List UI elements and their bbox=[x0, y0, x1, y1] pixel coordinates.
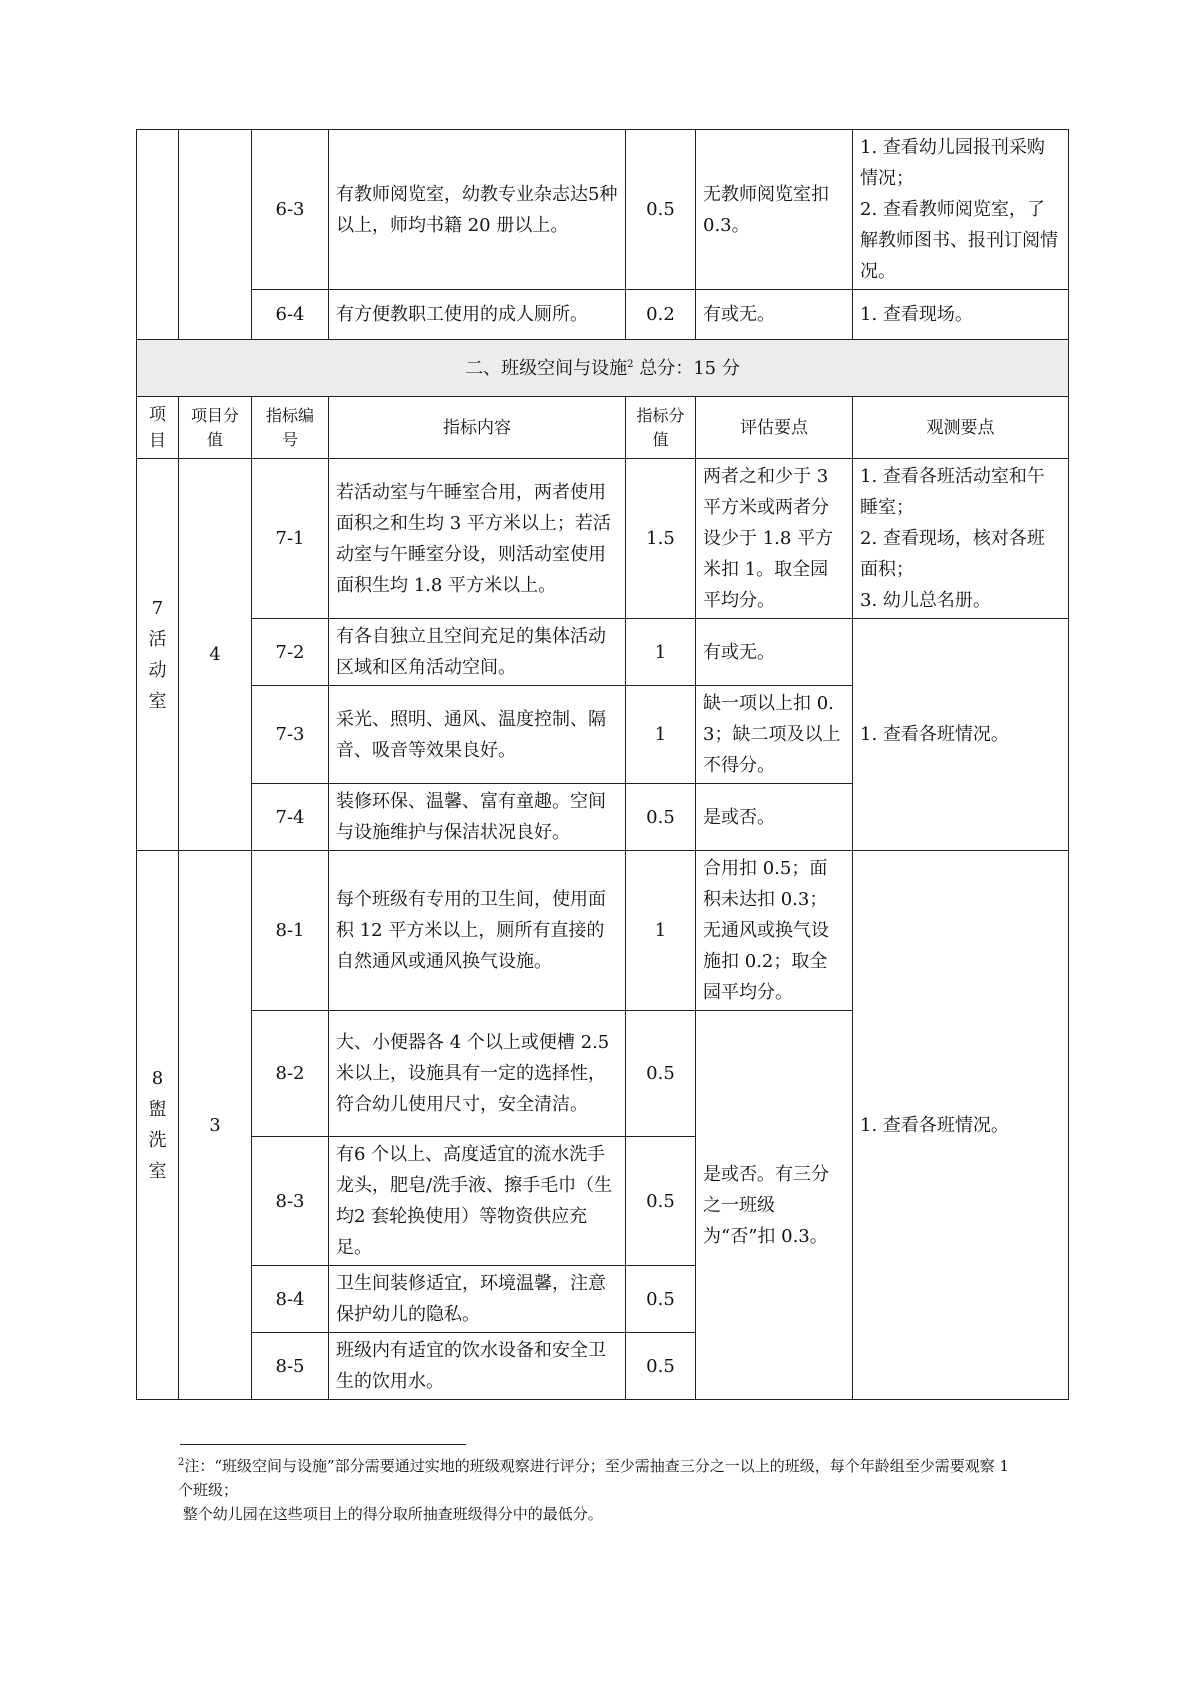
header-content: 指标内容 bbox=[329, 397, 626, 459]
footnote bbox=[178, 1451, 1018, 1526]
footnote-line-2 bbox=[178, 1502, 1018, 1526]
index-score: 1 bbox=[626, 686, 696, 784]
index-content: 装修环保、温馨、富有童趣。空间与设施维护与保洁状况良好。 bbox=[329, 784, 626, 851]
header-eval: 评估要点 bbox=[696, 397, 853, 459]
index-code: 6-3 bbox=[252, 130, 329, 290]
observe-line: 3. 幼儿总名册。 bbox=[860, 590, 991, 611]
eval-point: 有或无。 bbox=[696, 290, 853, 340]
observe-point: 1. 查看各班情况。 bbox=[853, 619, 1069, 851]
project-score-cell-empty bbox=[179, 130, 252, 340]
index-code: 7-4 bbox=[252, 784, 329, 851]
project-cell-empty bbox=[137, 130, 179, 340]
index-score: 1.5 bbox=[626, 459, 696, 619]
footnote-text: 整个幼儿园在这些项目上的得分取所抽查班级得分中的最低分。 bbox=[182, 1505, 603, 1523]
index-code: 7-1 bbox=[252, 459, 329, 619]
eval-point: 是或否。有三分之一班级为“否”扣 0.3。 bbox=[696, 1011, 853, 1400]
section-row bbox=[137, 340, 1069, 397]
index-content: 有6 个以上、高度适宜的流水洗手龙头，肥皂/洗手液、擦手毛巾（生均2 套轮换使用）等物资供应充足。 bbox=[329, 1137, 626, 1266]
section-total: 总分：15 分 bbox=[639, 357, 740, 379]
index-content: 每个班级有专用的卫生间，使用面积 12 平方米以上，厕所有直接的自然通风或通风换气设施。 bbox=[329, 851, 626, 1011]
observe-line: 2. 查看现场，核对各班面积； bbox=[860, 528, 1045, 580]
header-project-score: 项目分值 bbox=[179, 397, 252, 459]
eval-point: 是或否。 bbox=[696, 784, 853, 851]
index-score: 0.5 bbox=[626, 1011, 696, 1137]
eval-point: 缺一项以上扣 0.3；缺二项及以上不得分。 bbox=[696, 686, 853, 784]
footnote-text: 注：“班级空间与设施”部分需要通过实地的班级观察进行评分；至少需抽查三分之一以上的班级，每个年龄组至少需要观察 1 个班级； bbox=[178, 1457, 1010, 1499]
header-index-score: 指标分值 bbox=[626, 397, 696, 459]
index-code: 7-2 bbox=[252, 619, 329, 686]
index-content: 班级内有适宜的饮水设备和安全卫生的饮用水。 bbox=[329, 1333, 626, 1400]
index-content: 大、小便器各 4 个以上或便槽 2.5 米以上，设施具有一定的选择性，符合幼儿使用尺寸，安全清洁。 bbox=[329, 1011, 626, 1137]
index-content: 卫生间装修适宜，环境温馨，注意保护幼儿的隐私。 bbox=[329, 1266, 626, 1333]
header-row bbox=[137, 397, 1069, 459]
table-row bbox=[137, 130, 1069, 290]
index-code: 7-3 bbox=[252, 686, 329, 784]
observe-point bbox=[853, 130, 1069, 290]
project-score: 3 bbox=[179, 851, 252, 1400]
eval-point: 无教师阅览室扣 0.3。 bbox=[696, 130, 853, 290]
observe-point: 1. 查看现场。 bbox=[853, 290, 1069, 340]
footnote-line-1 bbox=[178, 1451, 1018, 1502]
index-score: 0.5 bbox=[626, 784, 696, 851]
section-title-text: 二、班级空间与设施 bbox=[465, 357, 628, 379]
observe-point: 1. 查看各班情况。 bbox=[853, 851, 1069, 1400]
table-row bbox=[137, 290, 1069, 340]
index-score: 0.2 bbox=[626, 290, 696, 340]
index-score: 0.5 bbox=[626, 1266, 696, 1333]
index-code: 8-4 bbox=[252, 1266, 329, 1333]
index-score: 0.5 bbox=[626, 130, 696, 290]
table-row bbox=[137, 619, 1069, 686]
eval-point: 合用扣 0.5；面积未达扣 0.3； 无通风或换气设施扣 0.2；取全园平均分。 bbox=[696, 851, 853, 1011]
header-observe: 观测要点 bbox=[853, 397, 1069, 459]
index-score: 0.5 bbox=[626, 1137, 696, 1266]
evaluation-table bbox=[136, 129, 1069, 1400]
footnote-mark: 2 bbox=[178, 1457, 185, 1468]
section-title bbox=[137, 340, 1069, 397]
footnote-divider bbox=[180, 1444, 466, 1445]
index-code: 8-3 bbox=[252, 1137, 329, 1266]
observe-line: 2. 查看教师阅览室，了解教师图书、报刊订阅情况。 bbox=[860, 199, 1058, 282]
index-content: 有教师阅览室，幼教专业杂志达5种以上，师均书籍 20 册以上。 bbox=[329, 130, 626, 290]
index-code: 8-1 bbox=[252, 851, 329, 1011]
project-score: 4 bbox=[179, 459, 252, 851]
index-content: 采光、照明、通风、温度控制、隔音、吸音等效果良好。 bbox=[329, 686, 626, 784]
index-content: 若活动室与午睡室合用，两者使用面积之和生均 3 平方米以上；若活动室与午睡室分设，则活动室使用面积生均 1.8 平方米以上。 bbox=[329, 459, 626, 619]
index-score: 0.5 bbox=[626, 1333, 696, 1400]
table-row bbox=[137, 459, 1069, 619]
header-index-code: 指标编号 bbox=[252, 397, 329, 459]
observe-point bbox=[853, 459, 1069, 619]
observe-line: 1. 查看幼儿园报刊采购情况； bbox=[860, 137, 1045, 189]
eval-point: 有或无。 bbox=[696, 619, 853, 686]
eval-point: 两者之和少于 3 平方米或两者分设少于 1.8 平方米扣 1。取全园平均分。 bbox=[696, 459, 853, 619]
footnote-mark: 2 bbox=[627, 358, 634, 370]
index-content: 有各自独立且空间充足的集体活动区域和区角活动空间。 bbox=[329, 619, 626, 686]
project-name: 8盥洗室 bbox=[137, 851, 179, 1400]
index-code: 6-4 bbox=[252, 290, 329, 340]
header-project: 项目 bbox=[137, 397, 179, 459]
project-name: 7活动室 bbox=[137, 459, 179, 851]
index-code: 8-5 bbox=[252, 1333, 329, 1400]
table-row bbox=[137, 851, 1069, 1011]
index-code: 8-2 bbox=[252, 1011, 329, 1137]
index-score: 1 bbox=[626, 851, 696, 1011]
observe-line: 1. 查看各班活动室和午睡室； bbox=[860, 466, 1045, 518]
index-score: 1 bbox=[626, 619, 696, 686]
index-content: 有方便教职工使用的成人厕所。 bbox=[329, 290, 626, 340]
